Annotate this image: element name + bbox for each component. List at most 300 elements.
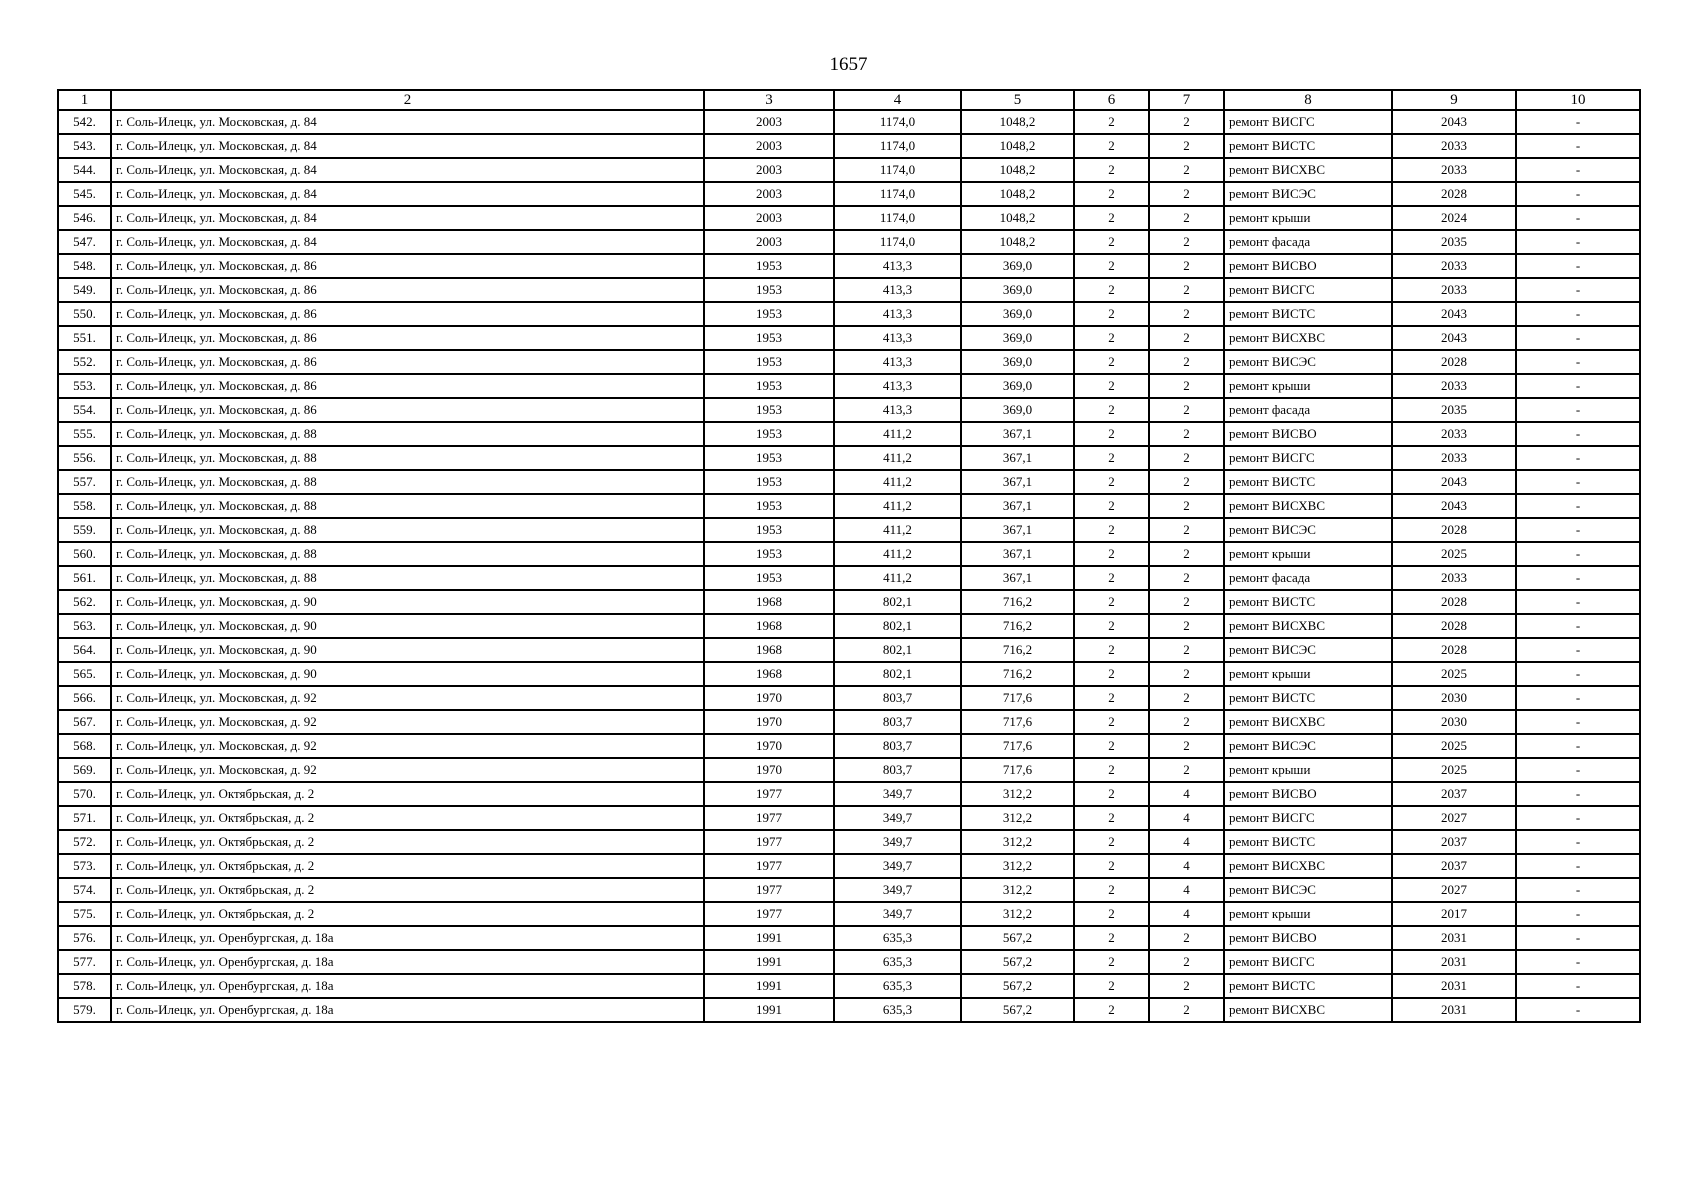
- floors-cell: 2: [1074, 686, 1149, 710]
- note-cell: -: [1516, 974, 1640, 998]
- floors-cell: 2: [1074, 998, 1149, 1022]
- total-area-cell: 635,3: [834, 998, 961, 1022]
- year-built-cell: 1953: [704, 470, 834, 494]
- living-area-cell: 367,1: [961, 446, 1074, 470]
- total-area-cell: 411,2: [834, 422, 961, 446]
- planned-year-cell: 2037: [1392, 782, 1516, 806]
- floors-cell: 2: [1074, 350, 1149, 374]
- page-number: 1657: [829, 54, 868, 75]
- table-row: [58, 374, 1640, 398]
- note-cell: -: [1516, 686, 1640, 710]
- work-type-cell: ремонт ВИСТС: [1224, 134, 1392, 158]
- address-cell: г. Соль-Илецк, ул. Октябрьская, д. 2: [111, 806, 704, 830]
- year-built-cell: 1970: [704, 734, 834, 758]
- entrances-cell: 4: [1149, 806, 1224, 830]
- living-area-cell: 369,0: [961, 254, 1074, 278]
- table-row: [58, 302, 1640, 326]
- planned-year-cell: 2035: [1392, 398, 1516, 422]
- year-built-cell: 1968: [704, 662, 834, 686]
- planned-year-cell: 2025: [1392, 734, 1516, 758]
- planned-year-cell: 2037: [1392, 830, 1516, 854]
- work-type-cell: ремонт ВИСВО: [1224, 926, 1392, 950]
- entrances-cell: 2: [1149, 590, 1224, 614]
- planned-year-cell: 2028: [1392, 518, 1516, 542]
- address-cell: г. Соль-Илецк, ул. Московская, д. 90: [111, 638, 704, 662]
- table-row: [58, 494, 1640, 518]
- year-built-cell: 1991: [704, 974, 834, 998]
- planned-year-cell: 2027: [1392, 878, 1516, 902]
- living-area-cell: 369,0: [961, 278, 1074, 302]
- table-row: [58, 422, 1640, 446]
- floors-cell: 2: [1074, 110, 1149, 134]
- row-number-cell: 558.: [58, 494, 111, 518]
- living-area-cell: 1048,2: [961, 158, 1074, 182]
- planned-year-cell: 2043: [1392, 494, 1516, 518]
- year-built-cell: 1968: [704, 614, 834, 638]
- planned-year-cell: 2031: [1392, 926, 1516, 950]
- row-number-cell: 547.: [58, 230, 111, 254]
- column-header-3: 3: [704, 90, 834, 110]
- year-built-cell: 2003: [704, 182, 834, 206]
- work-type-cell: ремонт ВИСВО: [1224, 254, 1392, 278]
- total-area-cell: 1174,0: [834, 182, 961, 206]
- work-type-cell: ремонт ВИСГС: [1224, 278, 1392, 302]
- table-row: [58, 590, 1640, 614]
- total-area-cell: 413,3: [834, 326, 961, 350]
- entrances-cell: 2: [1149, 494, 1224, 518]
- entrances-cell: 2: [1149, 542, 1224, 566]
- living-area-cell: 369,0: [961, 302, 1074, 326]
- column-header-6: 6: [1074, 90, 1149, 110]
- address-cell: г. Соль-Илецк, ул. Оренбургская, д. 18а: [111, 974, 704, 998]
- total-area-cell: 413,3: [834, 398, 961, 422]
- planned-year-cell: 2027: [1392, 806, 1516, 830]
- table-header-row: [58, 90, 1640, 110]
- note-cell: -: [1516, 926, 1640, 950]
- floors-cell: 2: [1074, 494, 1149, 518]
- living-area-cell: 369,0: [961, 350, 1074, 374]
- table-row: [58, 542, 1640, 566]
- note-cell: -: [1516, 518, 1640, 542]
- row-number-cell: 576.: [58, 926, 111, 950]
- work-type-cell: ремонт ВИСЭС: [1224, 734, 1392, 758]
- entrances-cell: 2: [1149, 686, 1224, 710]
- floors-cell: 2: [1074, 710, 1149, 734]
- entrances-cell: 2: [1149, 302, 1224, 326]
- table-row: [58, 806, 1640, 830]
- work-type-cell: ремонт ВИСТС: [1224, 302, 1392, 326]
- floors-cell: 2: [1074, 518, 1149, 542]
- year-built-cell: 1953: [704, 374, 834, 398]
- total-area-cell: 413,3: [834, 374, 961, 398]
- work-type-cell: ремонт ВИСХВС: [1224, 614, 1392, 638]
- floors-cell: 2: [1074, 566, 1149, 590]
- living-area-cell: 367,1: [961, 422, 1074, 446]
- work-type-cell: ремонт ВИСЭС: [1224, 878, 1392, 902]
- total-area-cell: 1174,0: [834, 206, 961, 230]
- address-cell: г. Соль-Илецк, ул. Октябрьская, д. 2: [111, 878, 704, 902]
- total-area-cell: 1174,0: [834, 230, 961, 254]
- table-row: [58, 566, 1640, 590]
- note-cell: -: [1516, 494, 1640, 518]
- note-cell: -: [1516, 230, 1640, 254]
- planned-year-cell: 2028: [1392, 638, 1516, 662]
- entrances-cell: 2: [1149, 638, 1224, 662]
- year-built-cell: 1953: [704, 278, 834, 302]
- row-number-cell: 546.: [58, 206, 111, 230]
- year-built-cell: 2003: [704, 110, 834, 134]
- living-area-cell: 312,2: [961, 782, 1074, 806]
- year-built-cell: 1977: [704, 854, 834, 878]
- living-area-cell: 567,2: [961, 926, 1074, 950]
- work-type-cell: ремонт крыши: [1224, 374, 1392, 398]
- floors-cell: 2: [1074, 758, 1149, 782]
- planned-year-cell: 2025: [1392, 542, 1516, 566]
- table-row: [58, 326, 1640, 350]
- total-area-cell: 635,3: [834, 926, 961, 950]
- note-cell: -: [1516, 662, 1640, 686]
- living-area-cell: 1048,2: [961, 134, 1074, 158]
- year-built-cell: 1953: [704, 542, 834, 566]
- column-header-5: 5: [961, 90, 1074, 110]
- address-cell: г. Соль-Илецк, ул. Московская, д. 84: [111, 110, 704, 134]
- planned-year-cell: 2033: [1392, 566, 1516, 590]
- year-built-cell: 1991: [704, 950, 834, 974]
- row-number-cell: 579.: [58, 998, 111, 1022]
- total-area-cell: 349,7: [834, 878, 961, 902]
- floors-cell: 2: [1074, 302, 1149, 326]
- column-header-7: 7: [1149, 90, 1224, 110]
- living-area-cell: 369,0: [961, 326, 1074, 350]
- address-cell: г. Соль-Илецк, ул. Московская, д. 86: [111, 374, 704, 398]
- year-built-cell: 1977: [704, 806, 834, 830]
- note-cell: -: [1516, 998, 1640, 1022]
- total-area-cell: 413,3: [834, 254, 961, 278]
- floors-cell: 2: [1074, 782, 1149, 806]
- entrances-cell: 2: [1149, 398, 1224, 422]
- floors-cell: 2: [1074, 854, 1149, 878]
- column-header-4: 4: [834, 90, 961, 110]
- living-area-cell: 717,6: [961, 686, 1074, 710]
- year-built-cell: 1977: [704, 782, 834, 806]
- work-type-cell: ремонт фасада: [1224, 398, 1392, 422]
- entrances-cell: 2: [1149, 110, 1224, 134]
- living-area-cell: 717,6: [961, 734, 1074, 758]
- table-row: [58, 278, 1640, 302]
- entrances-cell: 2: [1149, 566, 1224, 590]
- entrances-cell: 4: [1149, 830, 1224, 854]
- address-cell: г. Соль-Илецк, ул. Московская, д. 84: [111, 134, 704, 158]
- note-cell: -: [1516, 110, 1640, 134]
- note-cell: -: [1516, 134, 1640, 158]
- living-area-cell: 369,0: [961, 374, 1074, 398]
- entrances-cell: 4: [1149, 782, 1224, 806]
- planned-year-cell: 2035: [1392, 230, 1516, 254]
- entrances-cell: 4: [1149, 902, 1224, 926]
- repair-schedule-table: [57, 89, 1641, 1023]
- table-row: [58, 110, 1640, 134]
- year-built-cell: 1977: [704, 902, 834, 926]
- planned-year-cell: 2031: [1392, 974, 1516, 998]
- entrances-cell: 4: [1149, 854, 1224, 878]
- address-cell: г. Соль-Илецк, ул. Московская, д. 84: [111, 158, 704, 182]
- work-type-cell: ремонт ВИСВО: [1224, 422, 1392, 446]
- living-area-cell: 567,2: [961, 950, 1074, 974]
- year-built-cell: 1953: [704, 494, 834, 518]
- address-cell: г. Соль-Илецк, ул. Октябрьская, д. 2: [111, 854, 704, 878]
- planned-year-cell: 2043: [1392, 302, 1516, 326]
- note-cell: -: [1516, 158, 1640, 182]
- living-area-cell: 312,2: [961, 806, 1074, 830]
- note-cell: -: [1516, 254, 1640, 278]
- note-cell: -: [1516, 278, 1640, 302]
- entrances-cell: 2: [1149, 374, 1224, 398]
- year-built-cell: 1991: [704, 998, 834, 1022]
- living-area-cell: 1048,2: [961, 230, 1074, 254]
- living-area-cell: 312,2: [961, 854, 1074, 878]
- planned-year-cell: 2030: [1392, 710, 1516, 734]
- work-type-cell: ремонт ВИСТС: [1224, 830, 1392, 854]
- planned-year-cell: 2033: [1392, 254, 1516, 278]
- year-built-cell: 2003: [704, 134, 834, 158]
- year-built-cell: 2003: [704, 158, 834, 182]
- work-type-cell: ремонт ВИСХВС: [1224, 998, 1392, 1022]
- planned-year-cell: 2031: [1392, 950, 1516, 974]
- year-built-cell: 1970: [704, 710, 834, 734]
- entrances-cell: 2: [1149, 710, 1224, 734]
- work-type-cell: ремонт ВИСТС: [1224, 590, 1392, 614]
- planned-year-cell: 2017: [1392, 902, 1516, 926]
- table-row: [58, 614, 1640, 638]
- floors-cell: 2: [1074, 134, 1149, 158]
- year-built-cell: 1953: [704, 398, 834, 422]
- total-area-cell: 411,2: [834, 494, 961, 518]
- row-number-cell: 564.: [58, 638, 111, 662]
- year-built-cell: 1991: [704, 926, 834, 950]
- row-number-cell: 561.: [58, 566, 111, 590]
- row-number-cell: 560.: [58, 542, 111, 566]
- total-area-cell: 413,3: [834, 350, 961, 374]
- table-row: [58, 998, 1640, 1022]
- total-area-cell: 1174,0: [834, 134, 961, 158]
- table-row: [58, 878, 1640, 902]
- total-area-cell: 1174,0: [834, 158, 961, 182]
- row-number-cell: 555.: [58, 422, 111, 446]
- table-row: [58, 134, 1640, 158]
- note-cell: -: [1516, 734, 1640, 758]
- note-cell: -: [1516, 758, 1640, 782]
- row-number-cell: 554.: [58, 398, 111, 422]
- table-row: [58, 518, 1640, 542]
- living-area-cell: 367,1: [961, 566, 1074, 590]
- note-cell: -: [1516, 950, 1640, 974]
- address-cell: г. Соль-Илецк, ул. Московская, д. 88: [111, 446, 704, 470]
- living-area-cell: 312,2: [961, 902, 1074, 926]
- column-header-1: 1: [58, 90, 111, 110]
- entrances-cell: 2: [1149, 134, 1224, 158]
- total-area-cell: 1174,0: [834, 110, 961, 134]
- total-area-cell: 802,1: [834, 614, 961, 638]
- year-built-cell: 1977: [704, 878, 834, 902]
- living-area-cell: 717,6: [961, 710, 1074, 734]
- address-cell: г. Соль-Илецк, ул. Московская, д. 86: [111, 398, 704, 422]
- entrances-cell: 2: [1149, 662, 1224, 686]
- row-number-cell: 578.: [58, 974, 111, 998]
- row-number-cell: 575.: [58, 902, 111, 926]
- note-cell: -: [1516, 782, 1640, 806]
- column-header-10: 10: [1516, 90, 1640, 110]
- address-cell: г. Соль-Илецк, ул. Московская, д. 90: [111, 614, 704, 638]
- row-number-cell: 548.: [58, 254, 111, 278]
- entrances-cell: 2: [1149, 470, 1224, 494]
- address-cell: г. Соль-Илецк, ул. Октябрьская, д. 2: [111, 902, 704, 926]
- entrances-cell: 2: [1149, 422, 1224, 446]
- total-area-cell: 411,2: [834, 542, 961, 566]
- work-type-cell: ремонт ВИСГС: [1224, 110, 1392, 134]
- address-cell: г. Соль-Илецк, ул. Московская, д. 86: [111, 278, 704, 302]
- table-row: [58, 230, 1640, 254]
- row-number-cell: 574.: [58, 878, 111, 902]
- total-area-cell: 803,7: [834, 758, 961, 782]
- floors-cell: 2: [1074, 254, 1149, 278]
- floors-cell: 2: [1074, 374, 1149, 398]
- entrances-cell: 2: [1149, 254, 1224, 278]
- living-area-cell: 716,2: [961, 662, 1074, 686]
- note-cell: -: [1516, 830, 1640, 854]
- total-area-cell: 349,7: [834, 806, 961, 830]
- total-area-cell: 349,7: [834, 854, 961, 878]
- note-cell: -: [1516, 446, 1640, 470]
- year-built-cell: 1970: [704, 686, 834, 710]
- column-header-2: 2: [111, 90, 704, 110]
- address-cell: г. Соль-Илецк, ул. Московская, д. 86: [111, 254, 704, 278]
- address-cell: г. Соль-Илецк, ул. Московская, д. 92: [111, 710, 704, 734]
- floors-cell: 2: [1074, 830, 1149, 854]
- planned-year-cell: 2033: [1392, 446, 1516, 470]
- note-cell: -: [1516, 374, 1640, 398]
- work-type-cell: ремонт ВИСГС: [1224, 806, 1392, 830]
- work-type-cell: ремонт крыши: [1224, 542, 1392, 566]
- work-type-cell: ремонт крыши: [1224, 662, 1392, 686]
- address-cell: г. Соль-Илецк, ул. Оренбургская, д. 18а: [111, 950, 704, 974]
- living-area-cell: 567,2: [961, 974, 1074, 998]
- address-cell: г. Соль-Илецк, ул. Московская, д. 84: [111, 206, 704, 230]
- year-built-cell: 2003: [704, 230, 834, 254]
- note-cell: -: [1516, 806, 1640, 830]
- total-area-cell: 411,2: [834, 518, 961, 542]
- total-area-cell: 803,7: [834, 710, 961, 734]
- living-area-cell: 716,2: [961, 590, 1074, 614]
- work-type-cell: ремонт ВИСВО: [1224, 782, 1392, 806]
- floors-cell: 2: [1074, 470, 1149, 494]
- table-row: [58, 398, 1640, 422]
- table-row: [58, 854, 1640, 878]
- work-type-cell: ремонт ВИСХВС: [1224, 326, 1392, 350]
- address-cell: г. Соль-Илецк, ул. Московская, д. 86: [111, 326, 704, 350]
- row-number-cell: 551.: [58, 326, 111, 350]
- row-number-cell: 565.: [58, 662, 111, 686]
- address-cell: г. Соль-Илецк, ул. Московская, д. 90: [111, 662, 704, 686]
- note-cell: -: [1516, 902, 1640, 926]
- note-cell: -: [1516, 614, 1640, 638]
- floors-cell: 2: [1074, 926, 1149, 950]
- planned-year-cell: 2028: [1392, 350, 1516, 374]
- table-row: [58, 830, 1640, 854]
- living-area-cell: 367,1: [961, 494, 1074, 518]
- work-type-cell: ремонт ВИСГС: [1224, 446, 1392, 470]
- planned-year-cell: 2043: [1392, 110, 1516, 134]
- address-cell: г. Соль-Илецк, ул. Московская, д. 92: [111, 734, 704, 758]
- work-type-cell: ремонт ВИСХВС: [1224, 854, 1392, 878]
- planned-year-cell: 2043: [1392, 326, 1516, 350]
- table-row: [58, 686, 1640, 710]
- planned-year-cell: 2028: [1392, 614, 1516, 638]
- table-row: [58, 254, 1640, 278]
- year-built-cell: 1953: [704, 326, 834, 350]
- work-type-cell: ремонт ВИСЭС: [1224, 518, 1392, 542]
- floors-cell: 2: [1074, 326, 1149, 350]
- table-row: [58, 182, 1640, 206]
- address-cell: г. Соль-Илецк, ул. Московская, д. 88: [111, 470, 704, 494]
- row-number-cell: 570.: [58, 782, 111, 806]
- row-number-cell: 573.: [58, 854, 111, 878]
- floors-cell: 2: [1074, 182, 1149, 206]
- living-area-cell: 716,2: [961, 638, 1074, 662]
- entrances-cell: 2: [1149, 230, 1224, 254]
- table-row: [58, 662, 1640, 686]
- row-number-cell: 572.: [58, 830, 111, 854]
- entrances-cell: 2: [1149, 926, 1224, 950]
- note-cell: -: [1516, 470, 1640, 494]
- note-cell: -: [1516, 878, 1640, 902]
- row-number-cell: 543.: [58, 134, 111, 158]
- address-cell: г. Соль-Илецк, ул. Октябрьская, д. 2: [111, 782, 704, 806]
- planned-year-cell: 2033: [1392, 134, 1516, 158]
- entrances-cell: 2: [1149, 326, 1224, 350]
- living-area-cell: 716,2: [961, 614, 1074, 638]
- table-row: [58, 734, 1640, 758]
- table-row: [58, 758, 1640, 782]
- floors-cell: 2: [1074, 734, 1149, 758]
- living-area-cell: 567,2: [961, 998, 1074, 1022]
- row-number-cell: 556.: [58, 446, 111, 470]
- entrances-cell: 2: [1149, 278, 1224, 302]
- living-area-cell: 1048,2: [961, 110, 1074, 134]
- address-cell: г. Соль-Илецк, ул. Московская, д. 92: [111, 758, 704, 782]
- floors-cell: 2: [1074, 974, 1149, 998]
- living-area-cell: 312,2: [961, 878, 1074, 902]
- floors-cell: 2: [1074, 422, 1149, 446]
- living-area-cell: 717,6: [961, 758, 1074, 782]
- total-area-cell: 349,7: [834, 902, 961, 926]
- living-area-cell: 367,1: [961, 470, 1074, 494]
- address-cell: г. Соль-Илецк, ул. Московская, д. 92: [111, 686, 704, 710]
- living-area-cell: 369,0: [961, 398, 1074, 422]
- entrances-cell: 2: [1149, 758, 1224, 782]
- note-cell: -: [1516, 302, 1640, 326]
- table-row: [58, 926, 1640, 950]
- table-row: [58, 974, 1640, 998]
- floors-cell: 2: [1074, 446, 1149, 470]
- planned-year-cell: 2031: [1392, 998, 1516, 1022]
- entrances-cell: 2: [1149, 998, 1224, 1022]
- row-number-cell: 559.: [58, 518, 111, 542]
- address-cell: г. Соль-Илецк, ул. Московская, д. 84: [111, 182, 704, 206]
- total-area-cell: 802,1: [834, 638, 961, 662]
- row-number-cell: 577.: [58, 950, 111, 974]
- address-cell: г. Соль-Илецк, ул. Оренбургская, д. 18а: [111, 926, 704, 950]
- total-area-cell: 802,1: [834, 590, 961, 614]
